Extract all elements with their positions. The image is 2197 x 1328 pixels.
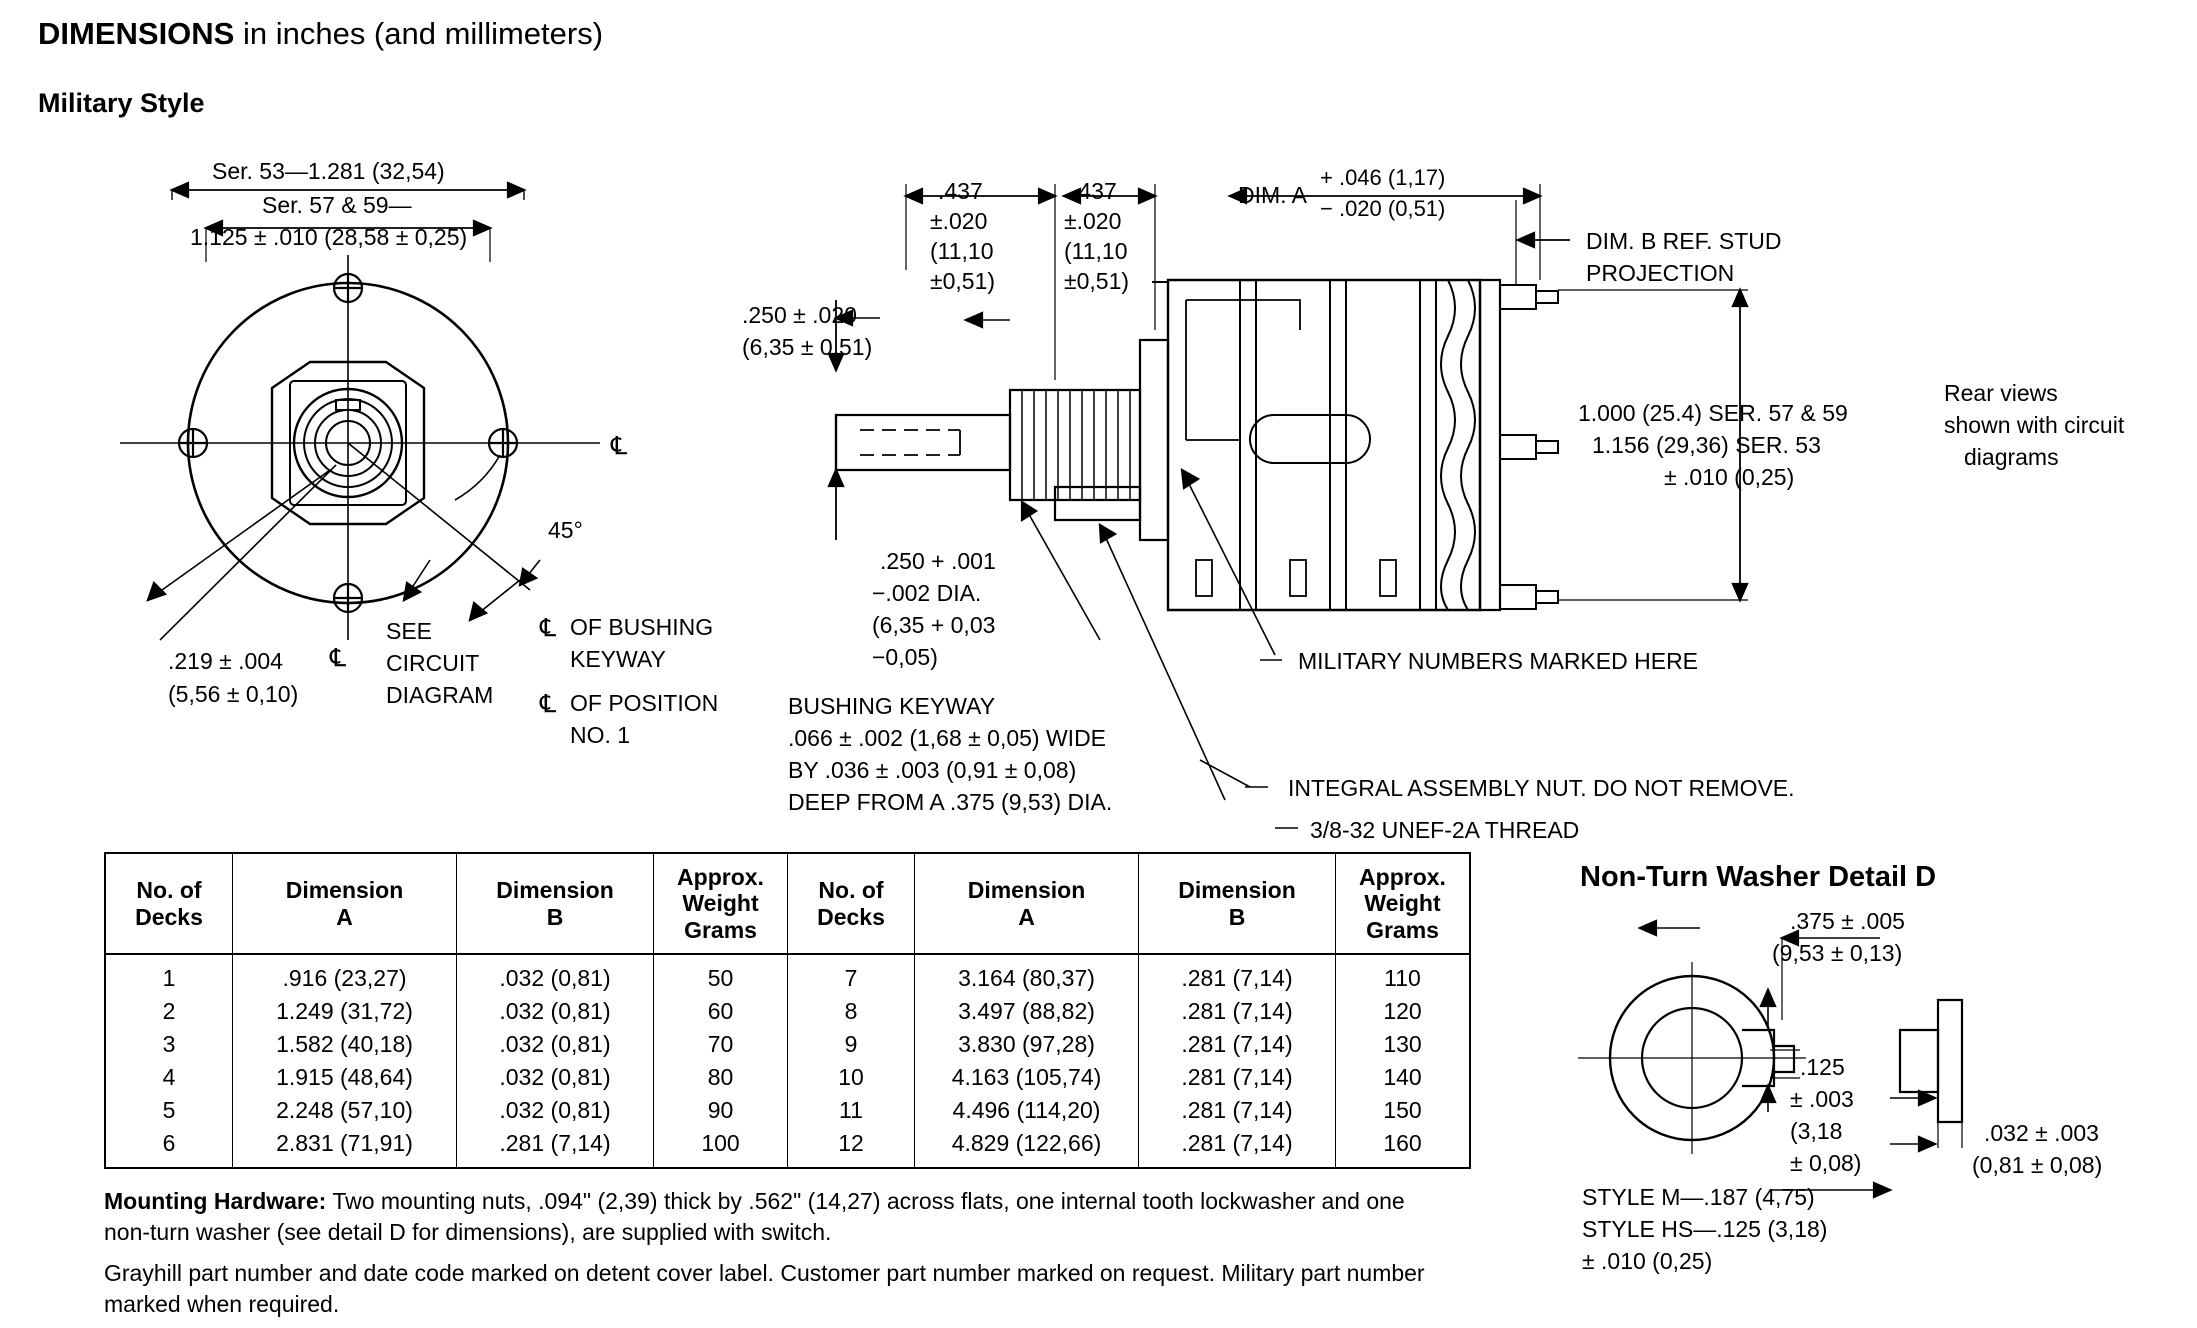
table-cell: 11 — [788, 1094, 915, 1127]
washer-dim-125-l2: ± .003 — [1790, 1086, 1854, 1112]
height-l2: 1.156 (29,36) SER. 53 — [1592, 432, 1821, 458]
table-header-6: Dimension B — [1139, 853, 1336, 954]
table-cell: 3 — [105, 1028, 233, 1061]
dim-b-line1: DIM. B REF. STUD — [1586, 228, 1782, 254]
style-m-label: STYLE M—.187 (4,75) — [1582, 1184, 1815, 1210]
table-cell: .281 (7,14) — [1139, 1127, 1336, 1168]
style-tol-label: ± .010 (0,25) — [1582, 1248, 1713, 1274]
table-cell: 6 — [105, 1127, 233, 1168]
table-cell: 4.829 (122,66) — [915, 1127, 1139, 1168]
table-cell: 5 — [105, 1094, 233, 1127]
dia-l2: −.002 DIA. — [872, 580, 982, 606]
dim-a-tol-plus: + .046 (1,17) — [1320, 165, 1446, 190]
table-cell: .032 (0,81) — [457, 1094, 654, 1127]
table-header-4: No. of Decks — [788, 853, 915, 954]
washer-dim-032-l1: .032 ± .003 — [1984, 1120, 2099, 1146]
table-cell: 80 — [654, 1061, 788, 1094]
mounting-hardware-label: Mounting Hardware: — [104, 1188, 327, 1214]
centerline-symbol-main: ℄ — [611, 432, 628, 460]
mounting-hardware-note — [104, 1186, 1434, 1248]
military-numbers-label: MILITARY NUMBERS MARKED HERE — [1298, 648, 1699, 674]
table-cell: 7 — [788, 954, 915, 995]
table-header-7: Approx. Weight Grams — [1336, 853, 1471, 954]
see-circuit-line3: DIAGRAM — [386, 682, 494, 708]
dim-437-right-l1: .437 — [1072, 178, 1117, 204]
dim-250-020-l2: (6,35 ± 0,51) — [742, 334, 873, 360]
dimensions-table-wrap — [104, 852, 1471, 1169]
table-cell: .032 (0,81) — [457, 954, 654, 995]
bushing-keyway-l3: BY .036 ± .003 (0,91 ± 0,08) — [788, 757, 1077, 783]
table-cell: 2.248 (57,10) — [233, 1094, 457, 1127]
table-row — [105, 995, 1470, 1028]
table-header-2: Dimension B — [457, 853, 654, 954]
table-header-1: Dimension A — [233, 853, 457, 954]
rear-views-l1: Rear views — [1944, 380, 2058, 406]
rear-views-l3: diagrams — [1964, 444, 2059, 470]
table-row — [105, 1028, 1470, 1061]
centerline-symbol-position: ℄ — [540, 690, 557, 718]
dia-l1: .250 + .001 — [880, 548, 996, 574]
dim-437-left-l1: .437 — [938, 178, 983, 204]
table-cell: 140 — [1336, 1061, 1471, 1094]
bushing-keyway-l2: .066 ± .002 (1,68 ± 0,05) WIDE — [788, 725, 1107, 751]
marking-note: Grayhill part number and date code marked on detent cover label. Customer part number marked on request. Military part number marked when required. — [104, 1260, 1425, 1318]
see-circuit-line2: CIRCUIT — [386, 650, 480, 676]
dim-437-right-l3: (11,10 — [1064, 238, 1128, 264]
washer-detail-title: Non-Turn Washer Detail D — [1580, 861, 1937, 893]
dim-b-line2: PROJECTION — [1586, 260, 1735, 286]
table-cell: 100 — [654, 1127, 788, 1168]
table-cell: .032 (0,81) — [457, 1028, 654, 1061]
table-cell: .281 (7,14) — [1139, 1028, 1336, 1061]
page-title-rest: in inches (and millimeters) — [234, 16, 604, 51]
washer-dim-125-l1: .125 — [1800, 1054, 1845, 1080]
table-cell: .281 (7,14) — [1139, 954, 1336, 995]
cl-bushing-line2: KEYWAY — [570, 646, 666, 672]
table-cell: 4.496 (114,20) — [915, 1094, 1139, 1127]
angle-45-label: 45° — [548, 517, 583, 543]
table-cell: 70 — [654, 1028, 788, 1061]
height-l3: ± .010 (0,25) — [1664, 464, 1795, 490]
table-cell: 1.249 (31,72) — [233, 995, 457, 1028]
dim-437-right-l4: ±0,51) — [1064, 268, 1130, 294]
table-row — [105, 954, 1470, 995]
table-cell: 1 — [105, 954, 233, 995]
table-cell: .032 (0,81) — [457, 995, 654, 1028]
cl-position-line1: OF POSITION — [570, 690, 719, 716]
cl-position-line2: NO. 1 — [570, 722, 631, 748]
dia-l3: (6,35 + 0,03 — [872, 612, 996, 638]
table-cell: 2 — [105, 995, 233, 1028]
table-cell: 90 — [654, 1094, 788, 1127]
table-cell: 12 — [788, 1127, 915, 1168]
table-cell: .916 (23,27) — [233, 954, 457, 995]
dim-437-left-l3: (11,10 — [930, 238, 994, 264]
rear-views-l2: shown with circuit — [1944, 412, 2125, 438]
table-cell: 1.915 (48,64) — [233, 1061, 457, 1094]
page-subtitle: Military Style — [38, 88, 205, 118]
table-cell: .281 (7,14) — [1139, 1061, 1336, 1094]
dim-437-left-l2: ±.020 — [930, 208, 988, 234]
bushing-keyway-l4: DEEP FROM A .375 (9,53) DIA. — [788, 789, 1113, 815]
page-title — [38, 16, 603, 53]
dim-437-right-l2: ±.020 — [1064, 208, 1122, 234]
table-cell: .281 (7,14) — [1139, 1094, 1336, 1127]
dimensions-table — [104, 852, 1471, 1169]
washer-dim-125-l3: (3,18 — [1790, 1118, 1843, 1144]
dim-ser5759-label-1: Ser. 57 & 59— — [262, 192, 412, 218]
table-row — [105, 1127, 1470, 1168]
hole-dim-line2: (5,56 ± 0,10) — [168, 681, 299, 707]
table-cell: 110 — [1336, 954, 1471, 995]
see-circuit-line1: SEE — [386, 618, 433, 644]
table-cell: .281 (7,14) — [457, 1127, 654, 1168]
dim-a-label: DIM. A — [1238, 182, 1308, 208]
table-cell: 1.582 (40,18) — [233, 1028, 457, 1061]
page-title-bold: DIMENSIONS — [38, 16, 235, 51]
table-cell: 60 — [654, 995, 788, 1028]
table-cell: 3.497 (88,82) — [915, 995, 1139, 1028]
washer-dim-125-l4: ± 0,08) — [1790, 1150, 1862, 1176]
table-cell: 130 — [1336, 1028, 1471, 1061]
centerline-symbol-left: ℄ — [330, 644, 347, 672]
table-cell: 160 — [1336, 1127, 1471, 1168]
mounting-hardware-text: Two mounting nuts, .094" (2,39) thick by .562" (14,27) across flats, one internal tooth lockwasher and one non-turn washer (see detail D for dimensions), are supplied with switch. — [104, 1188, 1405, 1246]
table-row — [105, 1094, 1470, 1127]
style-hs-label: STYLE HS—.125 (3,18) — [1582, 1216, 1828, 1242]
table-cell: 120 — [1336, 995, 1471, 1028]
table-cell: 3.830 (97,28) — [915, 1028, 1139, 1061]
table-cell: .281 (7,14) — [1139, 995, 1336, 1028]
table-header-0: No. of Decks — [105, 853, 233, 954]
dim-ser53-label: Ser. 53—1.281 (32,54) — [212, 158, 445, 184]
washer-dim-375-l1: .375 ± .005 — [1790, 908, 1905, 934]
table-cell: 150 — [1336, 1094, 1471, 1127]
dia-l4: −0,05) — [872, 644, 938, 670]
table-cell: 4 — [105, 1061, 233, 1094]
table-header-5: Dimension A — [915, 853, 1139, 954]
table-cell: 9 — [788, 1028, 915, 1061]
table-cell: .032 (0,81) — [457, 1061, 654, 1094]
table-header-3: Approx. Weight Grams — [654, 853, 788, 954]
bushing-keyway-l1: BUSHING KEYWAY — [788, 693, 996, 719]
cl-bushing-line1: OF BUSHING — [570, 614, 714, 640]
washer-dim-375-l2: (9,53 ± 0,13) — [1772, 940, 1903, 966]
washer-dim-032-l2: (0,81 ± 0,08) — [1972, 1152, 2103, 1178]
table-cell: 50 — [654, 954, 788, 995]
dim-ser5759-label-2: 1.125 ± .010 (28,58 ± 0,25) — [190, 224, 468, 250]
dim-437-left-l4: ±0,51) — [930, 268, 996, 294]
table-cell: 8 — [788, 995, 915, 1028]
centerline-symbol-bushing: ℄ — [540, 614, 557, 642]
table-cell: 2.831 (71,91) — [233, 1127, 457, 1168]
dim-250-020-l1: .250 ± .020 — [742, 302, 857, 328]
thread-label: 3/8-32 UNEF-2A THREAD — [1310, 817, 1580, 843]
height-l1: 1.000 (25.4) SER. 57 & 59 — [1578, 400, 1848, 426]
table-row — [105, 1061, 1470, 1094]
hole-dim-line1: .219 ± .004 — [168, 648, 283, 674]
assembly-nut-label: INTEGRAL ASSEMBLY NUT. DO NOT REMOVE. — [1288, 775, 1795, 801]
dim-a-tol-minus: − .020 (0,51) — [1320, 196, 1446, 221]
table-cell: 3.164 (80,37) — [915, 954, 1139, 995]
table-cell: 10 — [788, 1061, 915, 1094]
table-cell: 4.163 (105,74) — [915, 1061, 1139, 1094]
